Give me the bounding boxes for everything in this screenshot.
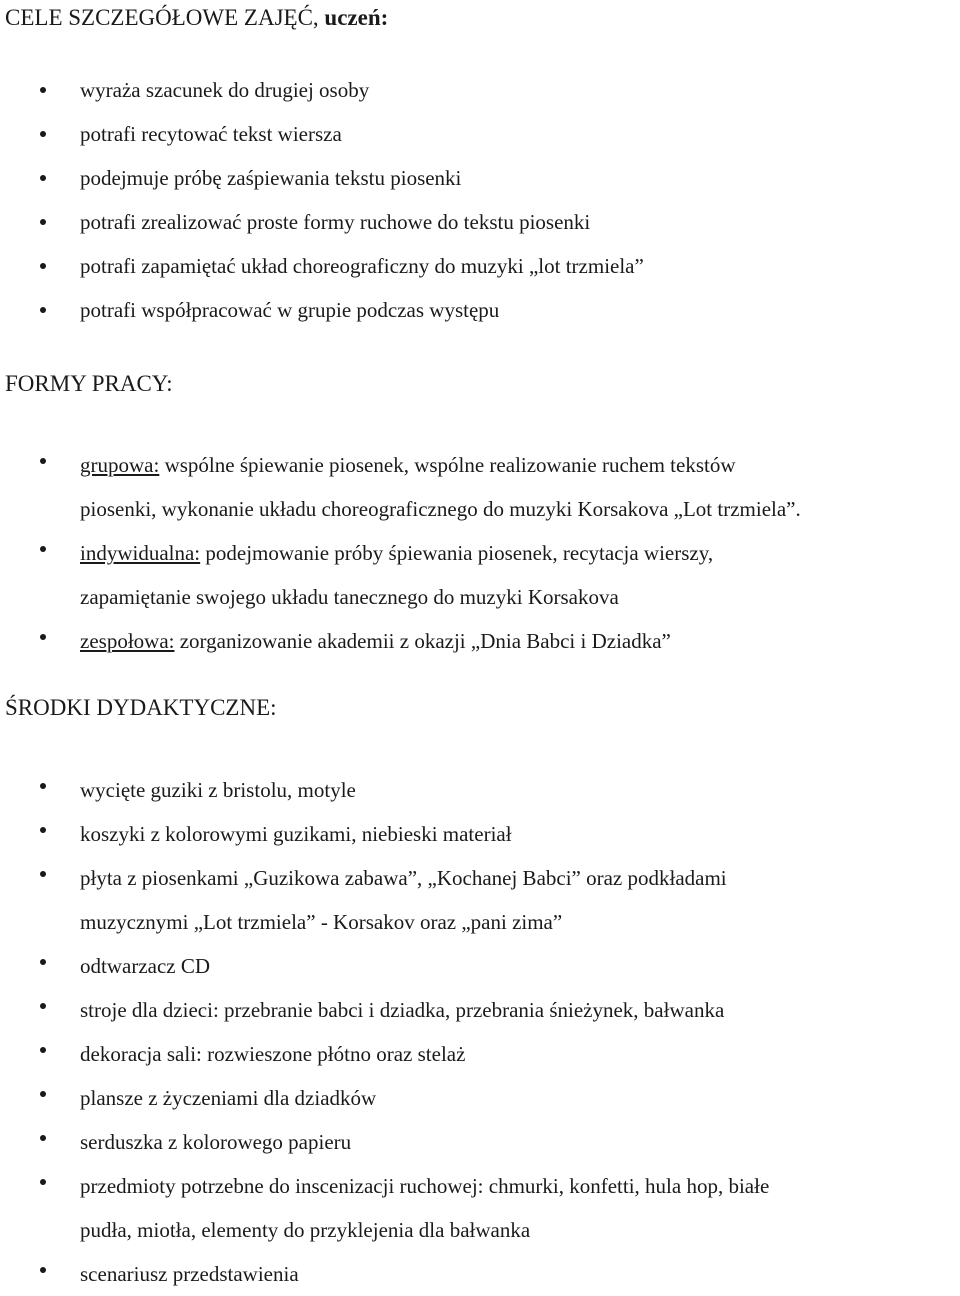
list-item [0,1252,880,1296]
srodki-heading: ŚRODKI DYDAKTYCZNE: [5,695,277,720]
list-item-text: scenariusz przedstawienia [80,1262,299,1286]
form-text: wspólne śpiewanie piosenek, wspólne realizowanie ruchem tekstów [159,453,736,477]
list-item-line [80,531,880,575]
list-item-line: pudła, miotła, elementy do przyklejenia dla bałwanka [80,1218,531,1242]
form-label: grupowa: [80,453,160,477]
cele-list [0,74,880,338]
list-item [0,206,880,250]
list-item-text: stroje dla dzieci: przebranie babci i dziadka, przebrania śnieżynek, bałwanka [80,998,725,1022]
list-item [0,118,880,162]
list-item-text: potrafi współpracować w grupie podczas występu [80,298,500,322]
list-item [0,856,880,944]
list-item-line: zapamiętanie swojego układu tanecznego do muzyki Korsakova [80,585,619,609]
bullet-icon [40,1179,46,1185]
list-item-line [80,443,880,487]
list-item-line: przedmioty potrzebne do inscenizacji ruchowej: chmurki, konfetti, hula hop, białe [80,1174,770,1198]
bullet-icon [40,219,46,225]
bullet-icon [40,1047,46,1053]
bullet-icon [40,1091,46,1097]
bullet-icon [40,546,46,552]
bullet-icon [40,263,46,269]
list-item-text: wyraża szacunek do drugiej osoby [80,78,370,102]
bullet-icon [40,1267,46,1273]
list-item [0,768,880,812]
list-item [0,162,880,206]
list-item [0,74,880,118]
list-item [0,1164,880,1252]
bullet-icon [40,131,46,137]
cele-heading-prefix: CELE SZCZEGÓŁOWE ZAJĘĆ, [5,5,319,30]
list-item-text: koszyki z kolorowymi guzikami, niebieski materiał [80,822,512,846]
form-text: podejmowanie próby śpiewania piosenek, recytacja wierszy, [200,541,714,565]
bullet-icon [40,307,46,313]
list-item-line [80,619,880,663]
bullet-icon [40,959,46,965]
form-label: indywidualna: [80,541,201,565]
list-item-text: potrafi zrealizować proste formy ruchowe do tekstu piosenki [80,210,591,234]
cele-heading [5,4,388,32]
list-item-text: potrafi zapamiętać układ choreograficzny do muzyki „lot trzmiela” [80,254,644,278]
bullet-icon [40,827,46,833]
list-item-line: płyta z piosenkami „Guzikowa zabawa”, „Kochanej Babci” oraz podkładami [80,866,727,890]
list-item-text: dekoracja sali: rozwieszone płótno oraz stelaż [80,1042,466,1066]
srodki-list [0,768,880,1296]
list-item-line: piosenki, wykonanie układu choreograficznego do muzyki Korsakova „Lot trzmiela”. [80,497,801,521]
list-item-text: odtwarzacz CD [80,954,211,978]
bullet-icon [40,871,46,877]
form-text: zorganizowanie akademii z okazji „Dnia Babci i Dziadka” [174,629,671,653]
list-item [0,619,880,663]
list-item [0,988,880,1032]
list-item [0,944,880,988]
bullet-icon [40,1135,46,1141]
list-item-text: potrafi recytować tekst wiersza [80,122,342,146]
list-item [0,294,880,338]
list-item [0,1076,880,1120]
bullet-icon [40,634,46,640]
list-item-text: wycięte guziki z bristolu, motyle [80,778,356,802]
bullet-icon [40,1003,46,1009]
list-item [0,443,880,531]
formy-heading: FORMY PRACY: [5,371,173,396]
cele-heading-bold: uczeń: [324,5,389,30]
list-item [0,812,880,856]
list-item [0,250,880,294]
list-item [0,531,880,619]
list-item-text: serduszka z kolorowego papieru [80,1130,352,1154]
list-item [0,1032,880,1076]
list-item-text: plansze z życzeniami dla dziadków [80,1086,377,1110]
bullet-icon [40,175,46,181]
bullet-icon [40,87,46,93]
list-item [0,1120,880,1164]
list-item-line: muzycznymi „Lot trzmiela” - Korsakov oraz „pani zima” [80,910,563,934]
bullet-icon [40,783,46,789]
form-label: zespołowa: [80,629,175,653]
formy-list [0,443,880,663]
bullet-icon [40,458,46,464]
list-item-text: podejmuje próbę zaśpiewania tekstu piosenki [80,166,462,190]
